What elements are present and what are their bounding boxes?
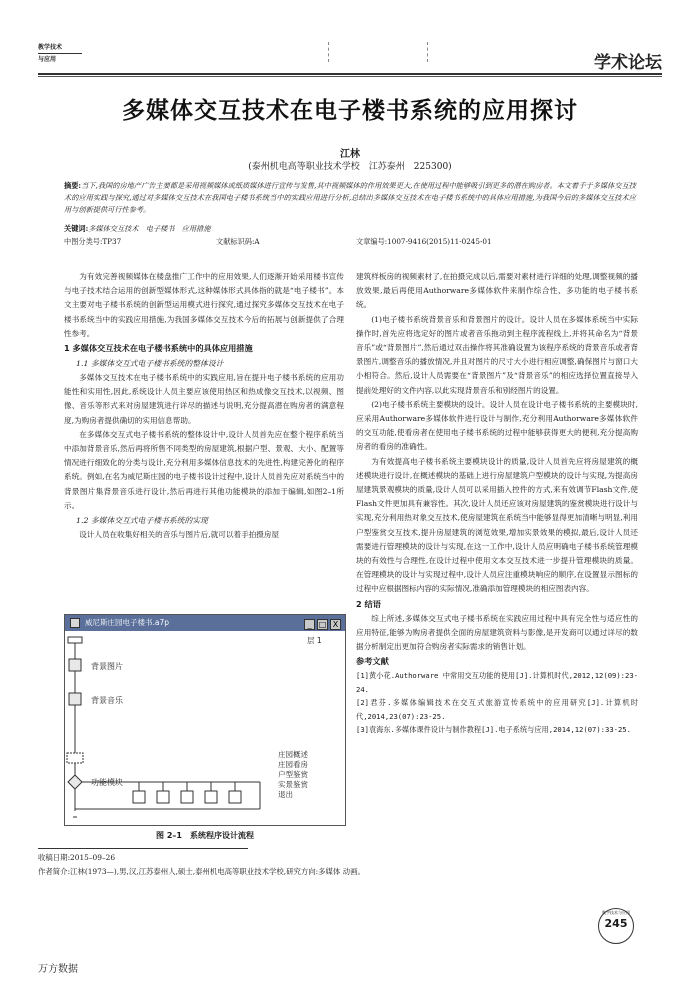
branch-label-1: 庄园概述 xyxy=(278,750,308,759)
source-watermark: 万方数据 xyxy=(38,964,78,975)
close-icon: X xyxy=(330,619,341,630)
footnote-rule xyxy=(38,848,248,849)
flowline-start-icon xyxy=(68,637,82,643)
figure-window-titlebar xyxy=(65,615,345,631)
clc-number: 中图分类号:TP37 xyxy=(64,237,122,246)
section-1-heading: 1 多媒体交互技术在电子楼书系统中的具体应用措施 xyxy=(64,343,253,354)
abstract-text: 当下,我国的房地产广告主要都是采用视频媒体或纸质媒体进行宣传与发售,其中视频媒体的作用效果更大,在使用过程中能够吸引到更多的潜在购房者。本文着手于多媒体交互技术的应用实践与探究,通过对多媒体交互技术在我国电子楼书系统当中的实践应用进行分析,总结出多媒体交互技术在电子楼书系统中的具体应用措施,为我国今后的多媒体交互技术应用与创新提供可行性参考。 xyxy=(64,181,636,214)
document-code: 文献标识码:A xyxy=(216,237,260,246)
branch-map-icon xyxy=(133,791,145,803)
reference-item: [3]袁海东.多媒体课件设计与制作教程[J].电子系统与应用,2014,12(07):33-25. xyxy=(356,725,631,735)
abstract xyxy=(64,180,636,216)
branch-label-4: 实景鉴赏 xyxy=(278,780,308,789)
paragraph: 设计人员在收集好相关的音乐与图片后,就可以着手拍摄房屋 xyxy=(79,530,280,540)
figure-window-title: 威尼斯庄园电子楼书.a7p xyxy=(85,618,170,627)
window-app-icon xyxy=(70,618,80,628)
references-heading: 参考文献 xyxy=(356,656,389,667)
page-number-badge xyxy=(598,908,634,944)
bg-music-label: 背景音乐 xyxy=(91,696,123,705)
header-rule xyxy=(38,73,662,77)
intro-paragraph: 为有效完善视频媒体在楼盘推广工作中的应用效果,人们逐渐开始采用楼书宣传与电子技术结合运用的创新型媒体形式,这种媒体形式具体指的就是“电子楼书”。本文主要对电子楼书系统的创新型运用模式进行探究,通过探究多媒体交互技术在电子楼书系统当中的实践应用措施,为我国多媒体交互技术今后的拓展与创新提供了合理性参考。 xyxy=(64,272,344,338)
keywords-label: 关键词: xyxy=(64,224,89,233)
minimize-icon: _ xyxy=(304,619,315,630)
conclusion-paragraph: 综上所述,多媒体交互式电子楼书系统在实践应用过程中具有完全性与适应性的应用特征,能够为购房者提供全面的房屋建筑资料与影像,是开发商可以通过详尽的数据分析制定出更加符合购房者实际需求的销售计划。 xyxy=(356,613,638,652)
journal-seal-text: 数字技术与应用 xyxy=(602,910,630,915)
flowline-canvas xyxy=(65,631,345,825)
branch-map-icon xyxy=(157,791,169,803)
figure-2-1 xyxy=(64,614,346,826)
display-icon xyxy=(69,659,81,671)
keywords-text: 多媒体交互技术 电子楼书 应用措施 xyxy=(88,224,211,233)
branch-label-3: 户型鉴赏 xyxy=(278,770,308,779)
section-2-heading: 2 结语 xyxy=(356,598,381,609)
reference-item: [2]君芬.多媒体编辑技术在交互式旅游宣传系统中的应用研究[J].计算机时代,2014,23(07):23-25. xyxy=(356,698,638,721)
section-label xyxy=(38,42,82,65)
branch-map-icon xyxy=(181,791,193,803)
branch-label-5: 退出 xyxy=(278,790,293,799)
paragraph-continued: 建筑样板房的视频素材了,在拍摄完成以后,需要对素材进行详细的处理,调整视频的播放效果,最后再使用Authorware多媒体软件来制作综合性、多功能的电子楼书系统。 xyxy=(356,272,638,310)
reference-item: [1]黄小花.Authorware 中常用交互功能的使用[J].计算机时代,2012,12(09):23-24. xyxy=(356,671,638,694)
branch-map-icon xyxy=(205,791,217,803)
paragraph: 为有效提高电子楼书系统主要模块设计的质量,设计人员首先应将房屋建筑的概述模块进行设计,在概述模块的基础上进行房屋建筑户型模块的设计与实现,为提高房屋建筑景观模块的质量,设计人员可以采用插入控件的方式,来有效调节Flash文件,使Flash文件更加具有兼容性。其次,设计人员还应该对房屋建筑的鉴赏模块进行设计与实现,充分利用热对象交互技术,使房屋建筑在系统当中能够显得更加清晰与明显,利用户型鉴赏交互技术,提升房屋建筑的浏览效果,增加实景效果的模拟,最后,设计人员还需要进行管理模块的设计与实现,在这一工作中,设计人员应明确电子楼书系统管理模块的有效性与合理性,在设计过程中使用文本交互技术进一步提升管理模块的质量。在管理模块的设计与实现过程中,设计人员应注重模块响应的顺序,在设置显示图标的过程中应根据图标内容的实际情况,准确添加管理模块的相应图表内容。 xyxy=(356,456,638,594)
keywords xyxy=(64,223,636,235)
article-number: 文章编号:1007-9416(2015)11-0245-01 xyxy=(356,237,492,246)
header-decoration xyxy=(328,42,428,62)
author-affiliation: (泰州机电高等职业技术学校 江苏泰州 225300) xyxy=(248,162,452,172)
reference-list xyxy=(356,669,638,737)
section-label-top: 教学技术 xyxy=(38,42,82,54)
paragraph: (1)电子楼书系统背景音乐和背景图片的设计。设计人员在多媒体系统当中实际操作时,首先应将选定好的图片或者音乐拖动到主程序流程线上,并将其命名为“背景音乐”或“背景图片”,然后通过双击操作将其准确设置为该程序系统的背景音乐或者背景图片,调整音乐的播放情况,并且对图片的尺寸大小进行相应调整,确保图片与窗口大小相符合。然后,设计人员需要在“背景图片”及“背景音乐”的相应选择位置直接导入提前处理好的文件内容,以此实现背景音乐和别经图片的设置。 xyxy=(356,314,638,395)
layer-label: 层 1 xyxy=(307,636,322,645)
left-column xyxy=(64,270,344,542)
flowline-diagram xyxy=(65,631,345,825)
bg-image-label: 背景图片 xyxy=(91,662,123,671)
author-name: 江林 xyxy=(340,149,360,160)
paste-hand-icon xyxy=(67,753,83,763)
interaction-icon xyxy=(68,775,82,789)
maximize-icon: □ xyxy=(318,620,327,629)
received-date: 收稿日期:2015–09–26 xyxy=(38,853,116,862)
subsection-1-2-heading: 1.2 多媒体交互式电子楼书系统的实现 xyxy=(76,516,208,526)
paragraph: 多媒体交互技术在电子楼书系统中的实践应用,旨在提升电子楼书系统的应用功能性和实用性,因此,系统设计人员主要应该使用热区和热成像交互技术,以视频、图像、音乐等形式来对房屋建筑进行详尽的描述与说明,充分提高潜在购房者的满意程度,为购房者提供确切的实用信息帮助。 xyxy=(64,373,344,425)
subsection-1-1-heading: 1.1 多媒体交互式电子楼书系统的整体设计 xyxy=(76,359,224,369)
abstract-label: 摘要: xyxy=(64,181,82,190)
section-label-bottom: 与应用 xyxy=(38,56,57,63)
author-bio: 作者简介:江林(1973—),男,汉,江苏泰州人,硕士,泰州机电高等职业技术学校,研究方向:多媒体 动画。 xyxy=(38,867,365,876)
figure-caption: 图 2–1 系统程序设计流程 xyxy=(156,831,254,840)
branch-label-2: 庄园看房 xyxy=(278,760,308,769)
branch-calc-icon xyxy=(229,791,241,803)
article-title: 多媒体交互技术在电子楼书系统的应用探讨 xyxy=(122,98,578,124)
running-header xyxy=(38,42,662,76)
function-module-label: 功能模块 xyxy=(91,778,123,787)
paragraph: (2)电子楼书系统主要模块的设计。设计人员在设计电子楼书系统的主要模块时,应采用Authorware多媒体软件进行设计与制作,充分利用Authorware多媒体软件的交互功能,使看房者在使用电子楼书系统的过程中能够获得更大的便利,充分提高购房者的看房的准确性。 xyxy=(356,399,638,452)
sound-icon xyxy=(69,693,81,705)
paragraph: 在多媒体交互式电子楼书系统的整体设计中,设计人员首先应在整个程序系统当中添加背景音乐,然后再将所售不同类型的房屋建筑,根据户型、景观、大小、配置等情况进行细致化的分类与设计,充分利用多媒体信息技术的先进性,构建完善化的程序系统。例如,在名为威尼斯庄园的电子楼书设计过程中,设计人员首先应对系统当中的背景图片集背景音乐进行设计,然后再进行其他功能模块的添加于编辑,如图2–1所示。 xyxy=(64,429,344,510)
page-number: 245 xyxy=(604,917,628,930)
right-column xyxy=(356,270,638,737)
column-name: 学术论坛 xyxy=(594,53,662,73)
